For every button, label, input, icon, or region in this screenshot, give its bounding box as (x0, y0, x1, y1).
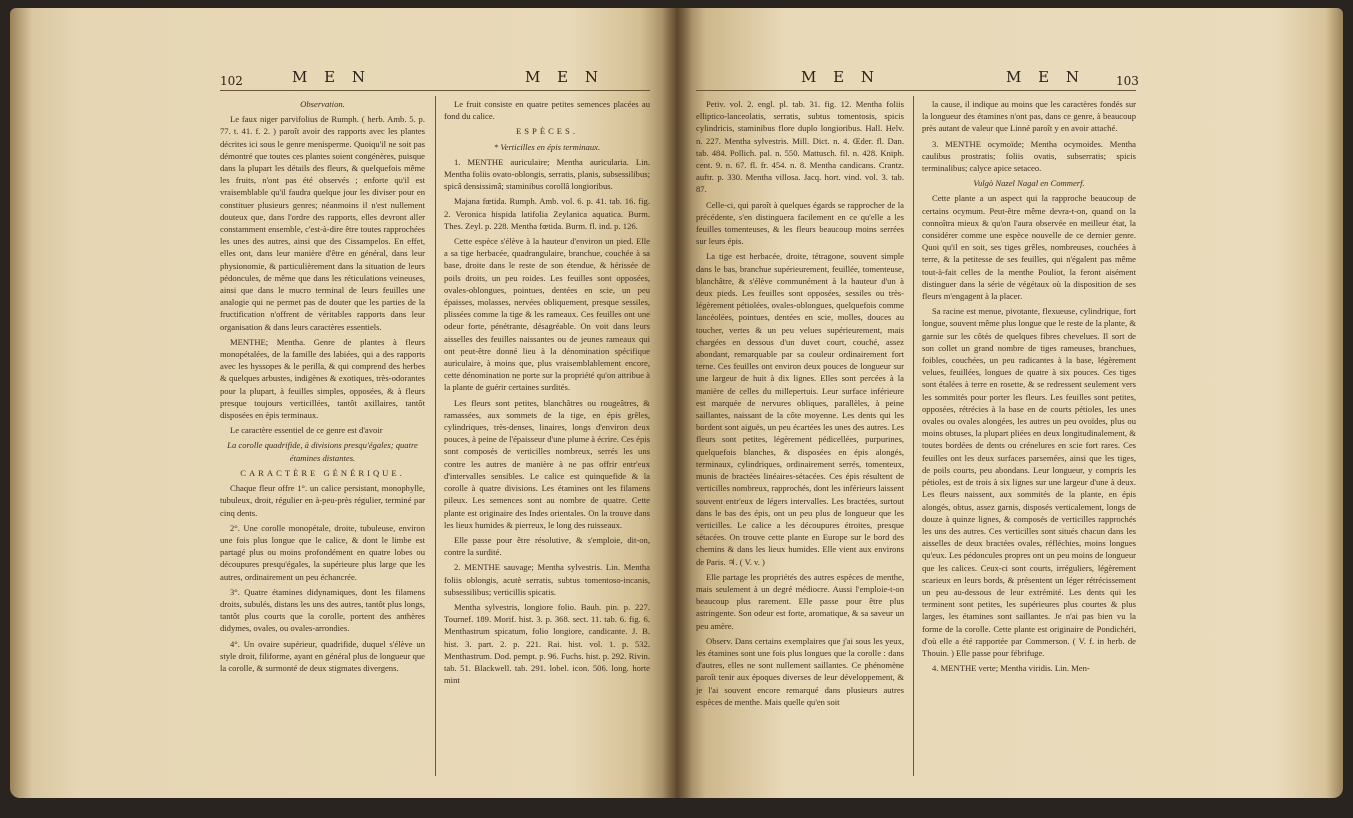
paragraph: 4. MENTHE verte; Mentha viridis. Lin. Men- (932, 663, 1090, 674)
running-head: M E N (801, 68, 880, 86)
paragraph: 3. MENTHE ocymoïde; Mentha ocymoides. Mentha caulibus prostratis; foliis ovatis, subserratis; spicis terminalibus; calyce apice setaceo. (922, 138, 1136, 174)
paragraph: Cette espèce s'élève à la hauteur d'environ un pied. Elle a sa tige herbacée, quadrangulaire, branchue, couchée à sa base, droite dans le reste de son étendue, & hérissée de poils droits, un peu roides. Les feuilles sont opposées, ovales-oblongues, pointues, dentées en scie, un peu épaisses, molasses, nervées obliquement, presque sessiles, plissées comme la tige & les rameaux. Ces feuilles ont une odeur forte, pénétrante, désagréable. On voit dans leurs aisselles des feuilles naissantes ou de jeunes rameaux qui ont peut-être donné lieu à la dénomination spécifique auriculaire, à moins que, plus vraisemblablement encore, cette dénomination ne porte sur la propriété qu'on attribue à la plante de guérir certaines surdités. (444, 236, 650, 393)
paragraph: la cause, il indique au moins que les caractères fondés sur la longueur des étamines n'ont pas, dans ce genre, à beaucoup près autant de valeur que Linné paroît y en avoir attaché. (922, 99, 1136, 134)
paragraph: Les fleurs sont petites, blanchâtres ou rougeâtres, & ramassées, aux sommets de la tige, en épis grêles, cylindriques, très-denses, linaires, longs d'environ deux pouces, à peine de l'épaisseur d'une plume à écrire. Ces épis sont composés de verticilles nombreux, serrés les uns contre les autres de manière à ne pas offrir entr'eux d'intervalles sensibles. Le calice est quinquefide & la corolle à quatre divisions. Les étamines ont les filamens pileux. Les semences sont au nombre de quatre. Cette plante est originaire des Indes orientales. On la trouve dans les lieux humides & pierreux, le long des ruisseaux. (444, 397, 650, 530)
paragraph: 3°. Quatre étamines didynamiques, dont les filamens droits, subulés, distans les uns des autres, tantôt plus longs, tantôt plus courts que la corolle, portent des anthères didymes, ovales, ou ovales-arrondies. (220, 586, 425, 634)
open-book (10, 8, 1343, 812)
section-heading: Observation. (300, 99, 345, 109)
paragraph: Majana fœtida. Rumph. Amb. vol. 6. p. 41. tab. 16. fig. 2. Veronica hispida latifolia Zeylanica aquatica. Burm. Thes. Zeyl. p. 228. Mentha fœtida. Burm. fl. ind. p. 126. (444, 196, 650, 231)
left-column-1 (220, 98, 425, 788)
paragraph: La corolle quadrifide, à divisions presqu'égales; quatre étamines distantes. (227, 440, 418, 463)
section-subheading: * Verticilles en épis terminaux. (493, 141, 601, 152)
page-number: 103 (1116, 74, 1139, 88)
paragraph: Le fruit consiste en quatre petites semences placées au fond du calice. (444, 99, 650, 122)
paragraph: Le faux niger parvifolius de Rumph. ( herb. Amb. 5. p. 77. t. 41. f. 2. ) paroît avoir des rapports avec les plantes décrites ici sous le genre menisperme. Quoiqu'il ne soit pas démontré que toutes ces plantes soient congénères, puisque dans la plupart les détails des fleurs, & quelquefois même les fruits, n'ont pas été observés ; enforte qu'il est vraisemblable qu'il faudra quelque jour les diviser pour en constituer plusieurs genres; néanmoins il n'est nullement douteux que, dans l'ordre des rapports, elles devront aller constamment ensemble, c'est-à-dire être toutes rapprochées les unes des autres, ainsi que des Cissampelos. En effet, elles ont, dans leur manière d'être en général, dans leur physionomie, & particulièrement dans la situation de leurs pédoncules, de même que dans les réticulations veineuses, ainsi que dans le mucro terminal de leurs feuilles une analogie qui ne permet pas de douter que les parties de la fructification n'offrent de véritables rapports dans leur organisation & dans leurs caractères essentiels. (220, 114, 425, 332)
paragraph: Chaque fleur offre 1°. un calice persistant, monophylle, tubuleux, droit, régulier en à-peu-près régulier, terminé par cinq dents. (220, 483, 425, 518)
running-head: M E N (525, 68, 604, 86)
paragraph: Petiv. vol. 2. engl. pl. tab. 31. fig. 12. Mentha foliis elliptico-lanceolatis, serratis, subtus tomentosis, spicis cylindricis, staminibus flore duplo longioribus. Hall. Helv. n. 227. Mentha sylvestris. Mill. Dict. n. 4. Œder. fl. Dan. tab. 484. Pollich. pal. n. 550. Mattusch. fil. n. 428. Kniph. cent. 9. n. 67. fl. fr. 454. n. 8. Mentha candicans. Crantz. auftr. p. 330. Mentha villosa. Jacq. hort. vind. vol. 3. tab. 87. (696, 99, 904, 195)
header-rule (696, 90, 1136, 91)
section-heading: ESPÈCES. (516, 126, 578, 137)
paragraph: 2. MENTHE sauvage; Mentha sylvestris. Lin. Mentha foliis oblongis, acutè serratis, subtus tomentoso-incanis, subsessilibus; verticillis spicatis. (444, 562, 650, 597)
left-page (10, 8, 676, 798)
right-page (676, 8, 1343, 798)
paragraph: Observ. Dans certains exemplaires que j'ai sous les yeux, les étamines sont une fois plus longues que la corolle : dans d'autres, elles ne sont nullement saillantes. Ce phénomène paroît tenir aux époques diverses de leur développement, & je l'ai souvent encore remarqué dans plusieurs autres espèces de menthe. Mais quelle qu'en soit (696, 635, 904, 707)
paragraph: 2°. Une corolle monopétale, droite, tubuleuse, environ une fois plus longue que le calice, & dont le limbe est partagé plus ou moins profondément en quatre lobes ou découpures presqu'égales, la supérieure plus large que les autres, ordinairement un peu échancrée. (220, 522, 425, 582)
paragraph: 1. MENTHE auriculaire; Mentha auricularia. Lin. Mentha foliis ovato-oblongis, serratis, planis, subsessilibus; spicâ densissimâ; staminibus corollâ longioribus. (444, 156, 650, 192)
paragraph: Cette plante a un aspect qui la rapproche beaucoup de certains ocymum. Peut-être même devra-t-on, quand on la connoîtra mieux & qu'on l'aura observée en meilleur état, la considérer comme une espèce nouvelle de ce dernier genre. Quoi qu'il en soit, ses tiges grêles, nombreuses, couchées à terre, & la petitesse de ses feuilles, qui n'égalent pas même tout-à-fait celles de la menthe Pouliot, la feront aisément distinguer dans la série de végétaux où la disposition de ses fleurs m'engagent à la placer. (922, 193, 1136, 302)
paragraph: Celle-ci, qui paroît à quelques égards se rapprocher de la précédente, s'en distinguera facilement en ce qu'elle a les feuilles tomenteuses, & les fleurs beaucoup moins serrées sur leurs épis. (696, 199, 904, 247)
page-number: 102 (220, 74, 243, 88)
section-heading: CARACTÈRE GÉNÉRIQUE. (240, 467, 405, 478)
paragraph: Mentha sylvestris, longiore folio. Bauh. pin. p. 227. Tournef. 189. Morif. hist. 3. p. 368. sect. 11. tab. 6. fig. 6. Menthastrum spicatum, folio longiore, candicante. J. B. hist. 3. part. 2. p. 221. Rai. hist. vol. 1. p. 532. Menthastrum. Dod. pempt. p. 96. Fuchs. hist. p. 292. Rivin. tab. 51. Blackwell. tab. 291. lobel. icon. 506. long. horte mint (444, 601, 650, 686)
running-head: M E N (1006, 68, 1085, 86)
book-gutter (662, 8, 692, 798)
running-head: M E N (292, 68, 371, 86)
paragraph: MENTHE; Mentha. Genre de plantes à fleurs monopétalées, de la famille des labiées, qui a des rapports avec les hyssopes & le perilla, & qui comprend des herbes & quelques arbustes, indigènes & exotiques, très-odorantes pour la plupart, à feuilles simples, opposées, & à fleurs presque toujours verticillées, tantôt axillaires, tantôt disposées en épis terminaux. (220, 336, 425, 421)
left-column-2 (444, 98, 650, 788)
header-rule (220, 90, 650, 91)
paragraph: Le caractère essentiel de ce genre est d'avoir (230, 425, 383, 436)
column-rule (913, 96, 914, 776)
paragraph: Elle passe pour être résolutive, & s'emploie, dit-on, contre la surdité. (444, 534, 650, 558)
paragraph: La tige est herbacée, droite, tétragone, souvent simple dans le bas, branchue supérieurement, feuillée, tomenteuse, blanchâtre, & s'élève communément à la hauteur d'un à deux pieds. Les feuilles sont opposées, sessiles ou très-légèrement pétiolées, ovales-oblongues, quelquefois comme lancéolées, pointues, dentées en scie, molles, douces au toucher, vertes & un peu velues supérieurement, mais chargées en dessous d'un duvet court, couché, assez abondant, remarquable par sa couleur ordinairement fort terne. Ces feuilles ont environ deux pouces de longueur sur une largeur de huit à dix lignes. Elles sont percées à la manière de celles du millepertuis. Leur surface inférieure est marquée de nervures obliques, parallèles, à peine saillantes, naissant de la côte moyenne. Les dents qui les bordent sont aiguës, un peu écartées les unes des autres. Les fleurs sont petites, légèrement pédicellées, purpurines, quelquefois blanches, & disposées en épis alongés, terminaux, cylindriques, ordinairement serrés, tomenteux, munis de bractées linéaires-sétacées. Ces épis résultent de verticilles nombreux, rapprochés, dont les inférieurs laissent souvent entr'eux de légers intervalles. Les bractées, surtout dans le bas des épis, ont un peu plus de longueur que les verticilles. Le calice a les découpures étroites, presque sétacées. On trouve cette plante en Europe sur le bord des chemins & dans les lieux humides. Elle vient aux environs de Paris. ♃. ( V. v. ) (696, 251, 904, 567)
paragraph: Vulgò Nazel Nagal en Commerf. (973, 178, 1085, 189)
column-rule (435, 96, 436, 776)
paragraph: 4°. Un ovaire supérieur, quadrifide, duquel s'élève un style droit, filiforme, ayant en général plus de longueur que la corolle, & surmonté de deux stigmates divergens. (220, 638, 425, 673)
paragraph: Elle partage les propriétés des autres espèces de menthe, mais seulement à un degré médiocre. Aussi l'emploie-t-on beaucoup plus rarement. Elle passe pour être plus astringente. Son odeur est forte, aromatique, & sa saveur un peu amère. (696, 571, 904, 631)
right-column-2 (922, 98, 1136, 788)
right-column-1 (696, 98, 904, 788)
paragraph: Sa racine est menue, pivotante, flexueuse, cylindrique, fort longue, souvent même plus longue que le reste de la plante, & garnie sur les côtés de quelques fibres chevelues. Il sort de son collet un grand nombre de tiges rameuses, branchues, foibles, couchées, un peu radicantes à la base, légèrement velues, feuillées, longues de quatre à six pouces. Ces tiges sont étalées à terre en rosette, & se redressent seulement vers les sommités pour porter les fleurs. Les feuilles sont petites, opposées, rétrécies à la base en de courts pétioles, les unes ovales ou ovales alongées, les autres un peu ovoïdes, plus ou moins obtuses, la plupart pliées en deux longitudinalement, & toutes bordées de dents ou crénelures en scie fort rares. Ces feuilles ont les deux surfaces parsemées, ainsi que les tiges, de poils courts, peu abondans. Leur longueur, y compris les pétioles, est de trois à six lignes sur une largeur d'une à deux. Les fleurs naissent, aux sommités de la plante, en épis alongés, obtus, assez garnis, disposés verticalement, longs de douze à quinze lignes, & composés de verticilles rapprochés les uns des autres. Ces verticilles sont situés chacun dans les aisselles de deux bractées ovales, réfléchies, moins longues qu'eux. Les pédoncules propres ont un peu moins de longueur que les calices. Ceux-ci sont courts, irréguliers, légèrement scarieux en leurs bords, & présentent un léger rétrécissement un peu au-dessous de leur extrémité. Les dents qui les terminent sont petites, les supérieures plus courtes & plus larges, les étamines sont saillantes. Je n'ai pas bien vu la forme de la corolle. Cette plante est originaire de Pondichéri, d'où elle a été rapportée par Commerson. ( V. f. in herb. de Thouin. ) Elle passe pour fébrifuge. (922, 306, 1136, 658)
